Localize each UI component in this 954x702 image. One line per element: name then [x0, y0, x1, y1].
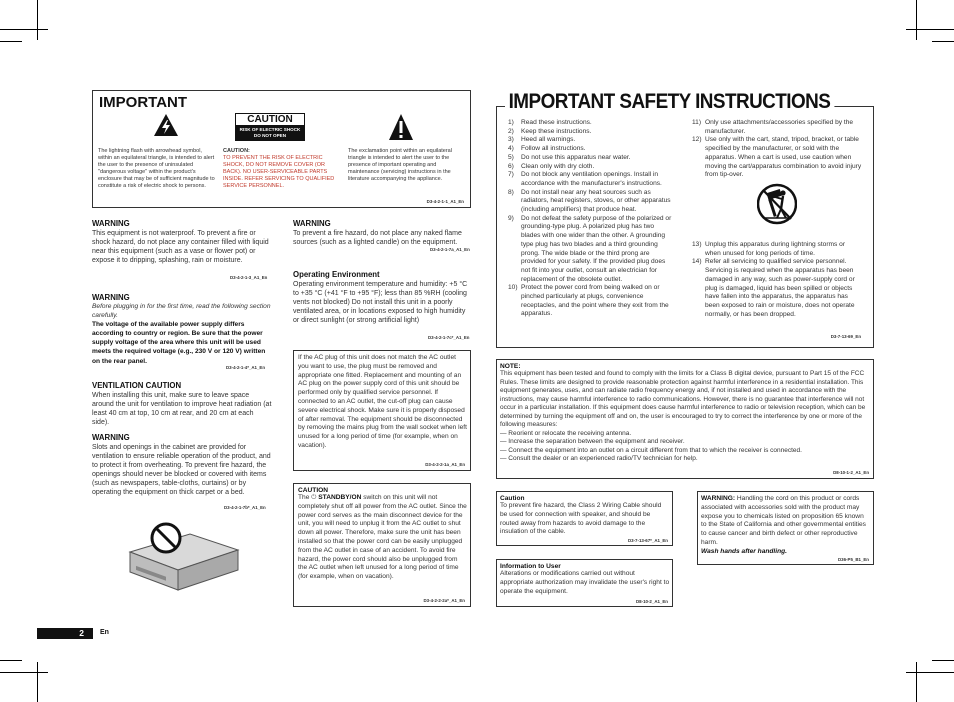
exclamation-explanation: The exclamation point within an equilateral triangle is intended to alert the user to the presence of important operating and maintenance (servicing) instructions in the literature accompanying the appliance.: [348, 148, 452, 183]
safety-item-number: 6): [508, 162, 514, 170]
page-number: 2: [79, 628, 84, 638]
safety-item-text: Keep these instructions.: [521, 127, 592, 135]
info-user-code: D8-10-2_A1_En: [636, 599, 668, 604]
col2-warning-flame: [293, 219, 473, 247]
cable-caution-code: D3-7-13-67*_A1_En: [627, 538, 668, 543]
safety-item-number: 10): [508, 284, 518, 292]
caution-explanation-heading: CAUTION:: [223, 148, 250, 154]
caution-badge-text: CAUTION: [236, 114, 304, 125]
safety-list-left: [508, 119, 675, 319]
safety-list-right-top: [692, 119, 862, 180]
prop65-text: Handling the cord on this product or cords associated with accessories sold with the product may expose you to chemicals listed on proposition 65 known to the State of California and other governmental entities to cause cancer and birth defect or other reproductive harm.: [701, 495, 866, 546]
safety-item-text: Protect the power cord from being walked on or pinched particularly at plugs, convenience receptacles, and the point where they exit from the apparatus.: [521, 284, 669, 318]
environment-text: Operating environment temperature and humidity: +5 °C to +35 °C (+41 °F to +95 °F); less than 85 %RH (cooling vents not blocked) Do not install this unit in a poorly ventilated area, or in locations exposed to high humidity or direct sunlight (or strong artificial light): [293, 281, 468, 325]
crop-mark: [932, 41, 954, 42]
ac-plug-code: D3-4-2-2-1a_A1_En: [425, 462, 465, 467]
safety-title: IMPORTANT SAFETY INSTRUCTIONS: [505, 90, 834, 114]
safety-item-text: Unplug this apparatus during lightning storms or when unused for long periods of time.: [705, 241, 846, 257]
fcc-note-heading: NOTE:: [500, 363, 521, 370]
safety-item-number: 13): [692, 241, 702, 248]
caution-sub1: RISK OF ELECTRIC SHOCK: [239, 127, 301, 132]
crop-mark: [906, 672, 954, 673]
safety-item: [508, 171, 675, 188]
exclamation-triangle-icon: [388, 113, 414, 141]
fcc-measure: — Reorient or relocate the receiving antenna.: [500, 429, 632, 437]
safety-item: [508, 145, 675, 154]
safety-item-number: 8): [508, 188, 514, 196]
power-icon: ⏻: [311, 494, 317, 501]
safety-item: [508, 136, 675, 145]
crop-mark: [906, 29, 954, 30]
safety-item: [508, 189, 675, 215]
prop65-text-block: [701, 495, 871, 557]
col2-environment: [293, 270, 473, 325]
fcc-note-body: [500, 370, 872, 464]
safety-item-number: 14): [692, 258, 702, 266]
caution-explanation: [223, 148, 341, 191]
warning-voltage-bold: The voltage of the available power supply differs according to country or region. Be sure that the power supply voltage of the area where this unit will be used meets the required voltage (e.g., 230 V or 120 V) written on the rear panel.: [92, 321, 266, 365]
warning-flame-code: D3-4-2-1-7a_A1_En: [430, 247, 470, 252]
safety-item: [508, 119, 675, 128]
safety-item-text: Heed all warnings.: [521, 136, 576, 144]
safety-item: [508, 163, 675, 172]
fcc-measure: — Consult the dealer or an experienced radio/TV technician for help.: [500, 455, 698, 462]
caution-label: [235, 113, 305, 141]
crop-mark: [0, 29, 48, 30]
safety-item: [508, 215, 675, 285]
warning-slots-heading: WARNING: [92, 433, 130, 442]
safety-item: [508, 284, 675, 319]
crop-mark: [916, 0, 917, 40]
warning-water-heading: WARNING: [92, 219, 130, 228]
environment-code: D3-4-2-1-7c*_A1_En: [428, 335, 470, 340]
ac-plug-text: If the AC plug of this unit does not match the AC outlet you want to use, the plug must be removed and appropriate one fitted. Replacement and mounting of an AC plug on the power supply cord of this unit should be performed only by qualified service personnel. If connected to an AC outlet, the cut-off plug can cause severe electrical shock. Make sure it is properly disposed of after removal. The equipment should be disconnected by removing the mains plug from the wall socket when left unused for a long period of time (for example, when on vacation).: [298, 354, 467, 449]
safety-item-number: 9): [508, 214, 514, 222]
safety-box: [496, 90, 874, 348]
warning-voltage-code: D3-4-2-1-4*_A1_En: [226, 365, 266, 370]
safety-item-text: Only use attachments/accessories specified by the manufacturer.: [705, 119, 854, 135]
prop65-box: [697, 491, 874, 565]
page-number-bar: [37, 628, 93, 639]
ventilation-heading: VENTILATION CAUTION: [92, 381, 182, 390]
crop-mark: [916, 662, 917, 702]
cable-caution-heading: Caution: [500, 495, 525, 502]
important-title: IMPORTANT: [99, 94, 188, 111]
crop-mark: [37, 662, 38, 702]
lightning-explanation: The lightning flash with arrowhead symbol, within an equilateral triangle, is intended to alert the user to the presence of uninsulated "dangerous voltage" within the product's enclosure that may be of sufficient magnitude to constitute a risk of electric shock to persons.: [98, 148, 215, 190]
crop-mark: [0, 672, 48, 673]
safety-item-text: Use only with the cart, stand, tripod, bracket, or table specified by the manufacturer, or sold with the apparatus. When a cart is used, use caution when moving the cart/apparatus combination to avoid injury from tip-over.: [705, 136, 862, 179]
safety-item: [692, 136, 862, 180]
col1-ventilation: [92, 381, 272, 427]
safety-item-text: Do not install near any heat sources such as radiators, heat registers, stoves, or other apparatus (including amplifiers) that produce heat.: [521, 188, 671, 214]
safety-item-number: 12): [692, 136, 702, 144]
safety-item-number: 7): [508, 171, 514, 179]
no-cover-receiver-illustration: [120, 512, 248, 592]
warning-voltage-italic: Before plugging in for the first time, read the following section carefully.: [92, 303, 271, 319]
safety-item: [692, 241, 862, 258]
standby-caution-box: [293, 483, 471, 607]
warning-water-code: D3-4-2-1-3_A1_En: [230, 275, 268, 280]
info-user-heading: Information to User: [500, 563, 561, 570]
info-user-box: [496, 559, 673, 607]
warning-voltage-heading: WARNING: [92, 293, 130, 302]
warning-flame-text: To prevent a fire hazard, do not place any naked flame sources (such as a lighted candle) on the equipment.: [293, 230, 462, 247]
safety-item-text: Refer all servicing to qualified service personnel. Servicing is required when the apparatus has been damaged in any way, such as power-supply cord or plug is damaged, liquid has been spilled or objects have fallen into the apparatus, the apparatus has been exposed to rain or moisture, does not operate normally, or has been dropped.: [705, 258, 855, 318]
standby-caution-heading: CAUTION: [298, 487, 329, 494]
col1-warning-slots: [92, 433, 272, 498]
safety-item-text: Do not use this apparatus near water.: [521, 153, 631, 161]
safety-item: [508, 154, 675, 163]
environment-heading: Operating Environment: [293, 270, 380, 279]
standby-caution-rest: switch on this unit will not completely shut off all power from the AC outlet. Since the power cord serves as the main disconnect device for the unit, you will need to unplug it from the AC outlet to shut down all power. Therefore, make sure the unit has been installed so that the power cord can be easily unplugged from the AC outlet in case of an accident. To avoid fire hazard, the power cord should also be unplugged from the AC outlet when left unused for a long period of time (for example, when on vacation).: [298, 494, 467, 581]
ventilation-text: When installing this unit, make sure to leave space around the unit for ventilation to improve heat radiation (at least 40 cm at top, 10 cm at rear, and 20 cm at each side).: [92, 392, 272, 427]
fcc-note-text: This equipment has been tested and found to comply with the limits for a Class B digital device, pursuant to Part 15 of the FCC Rules. These limits are designed to provide reasonable protection against harmful interference in a residential installation. This equipment generates, uses, and can radiate radio frequency energy and, if not installed and used in accordance with the instructions, may cause harmful interference to radio communications. However, there is no guarantee that interference will not occur in a particular installation. If this equipment does cause harmful interference to radio or television reception, which can be determined by turning the equipment off and on, the user is encouraged to try to correct the interference by one or more of the following measures:: [500, 370, 866, 428]
col1: [92, 219, 272, 265]
safety-item-number: 3): [508, 136, 514, 144]
fcc-measure: — Increase the separation between the equipment and receiver.: [500, 438, 685, 445]
prop65-code: D36-P5_B1_En: [838, 557, 869, 562]
cart-tipover-icon: [757, 181, 797, 227]
crop-mark: [0, 660, 22, 661]
standby-caution-code: D3-4-2-2-2a*_A1_En: [423, 598, 465, 603]
safety-item-number: 2): [508, 127, 514, 135]
warning-slots-text: Slots and openings in the cabinet are provided for ventilation to ensure reliable operation of the product, and to protect it from overheating. To prevent fire hazard, the openings should never be blocked or covered with items (such as newspapers, table-cloths, curtains) or by operating the equipment on thick carpet or a bed.: [92, 444, 271, 497]
safety-item: [692, 119, 862, 136]
safety-item-number: 5): [508, 153, 514, 161]
lightning-triangle-icon: [153, 113, 179, 137]
caution-sub2: DO NOT OPEN: [253, 132, 287, 138]
warning-water-text: This equipment is not waterproof. To prevent a fire or shock hazard, do not place any container filled with liquid near this equipment (such as a vase or flower pot) or expose it to dripping, splashing, rain or moisture.: [92, 230, 269, 265]
ac-plug-box: [293, 350, 471, 471]
cable-caution-box: [496, 491, 673, 546]
standby-caution-text: [298, 494, 468, 582]
crop-mark: [37, 0, 38, 40]
warning-flame-heading: WARNING: [293, 219, 331, 228]
safety-item-text: Read these instructions.: [521, 119, 592, 126]
important-box: [92, 90, 471, 208]
safety-item-number: 1): [508, 119, 514, 126]
crop-mark: [0, 41, 22, 42]
fcc-note-code: D8-10-1-2_A1_En: [833, 470, 869, 475]
caution-explanation-text: TO PREVENT THE RISK OF ELECTRIC SHOCK, DO NOT REMOVE COVER (OR BACK). NO USER-SERVICEABLE PARTS INSIDE. REFER SERVICING TO QUALIFIED SERVICE PERSONNEL.: [223, 155, 335, 190]
cable-caution-text: To prevent fire hazard, the Class 2 Wiring Cable should be used for connection with speaker, and should be routed away from hazards to avoid damage to the insulation of the cable.: [500, 502, 662, 536]
safety-item-text: Follow all instructions.: [521, 145, 586, 153]
safety-list-right-bottom: [692, 241, 862, 319]
standby-caution-pre: The: [298, 494, 312, 501]
info-user-text: Alterations or modifications carried out without appropriate authorization may invalidate the user's right to operate the equipment.: [500, 570, 670, 595]
safety-code: D3-7-13-69_En: [830, 334, 861, 339]
prop65-heading: WARNING:: [701, 495, 736, 502]
safety-item-text: Do not block any ventilation openings. Install in accordance with the manufacturer's instructions.: [521, 171, 662, 187]
standby-on-label: STANDBY/ON: [318, 494, 362, 501]
safety-item-text: Do not defeat the safety purpose of the polarized or grounding-type plug. A polarized plug has two blades with one wider than the other. A grounding type plug has two blades and a third grounding prong. The wide blade or the third prong are provided for your safety. If the provided plug does not fit into your outlet, consult an electrician for replacement of the obsolete outlet.: [521, 214, 672, 283]
page-language: En: [100, 629, 109, 636]
safety-item: [692, 258, 862, 319]
fcc-measures: [500, 430, 872, 464]
warning-slots-code: D3-4-2-1-7b*_A1_En: [224, 505, 266, 510]
col1-warning-voltage: [92, 293, 272, 366]
safety-item-number: 4): [508, 145, 514, 153]
safety-item-text: Clean only with dry cloth.: [521, 162, 595, 170]
safety-item: [508, 128, 675, 137]
important-code: D3-4-2-1-1_A1_En: [426, 199, 464, 204]
safety-item-number: 11): [692, 119, 702, 126]
crop-mark: [932, 660, 954, 661]
prop65-wash-hands: Wash hands after handling.: [701, 547, 787, 555]
fcc-note-box: [496, 359, 874, 479]
fcc-measure: — Connect the equipment into an outlet on a circuit different from that to which the receiver is connected.: [500, 446, 802, 454]
